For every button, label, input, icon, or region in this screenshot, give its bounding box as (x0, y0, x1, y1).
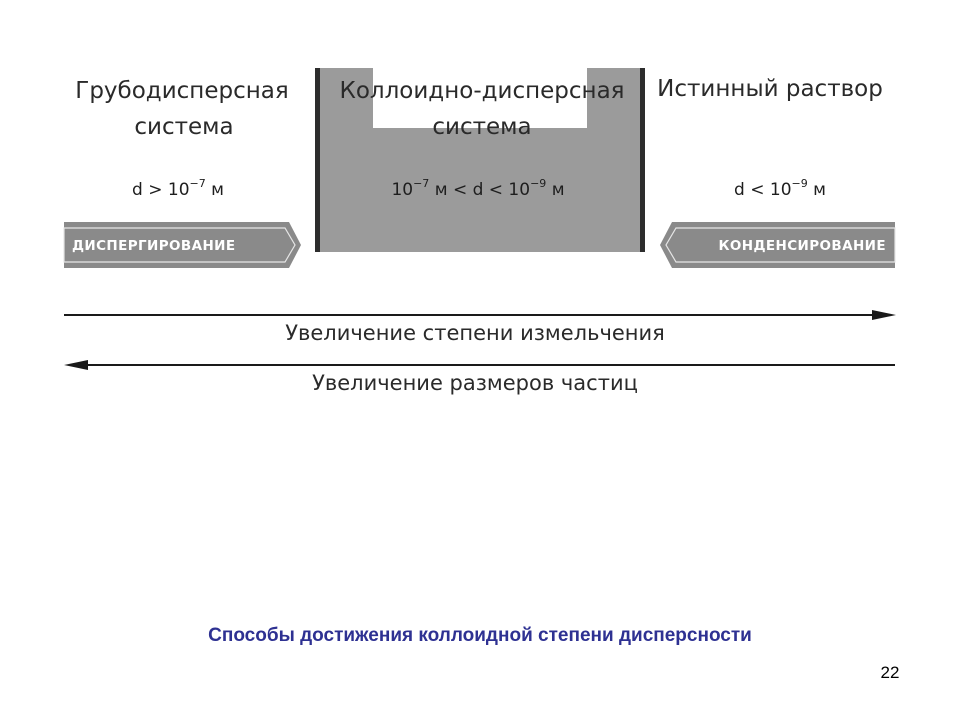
arrow-right-head (872, 310, 896, 320)
dispersion-badge-label: ДИСПЕРГИРОВАНИЕ (72, 238, 236, 254)
coarse-system-label-line2: система (134, 114, 234, 140)
colloidal-system-label-line1: Коллоидно-дисперсная (339, 78, 625, 104)
colloidal-system-label-line2: система (432, 114, 532, 140)
coarse-size-formula: $d > 10^{-7}$ м (132, 177, 224, 200)
colloidal-size-formula: $10^{-7}$ $м < d < 10^{-9}$ м (391, 177, 565, 200)
true-solution-label: Истинный раствор (657, 76, 883, 102)
condensation-badge-label: КОНДЕНСИРОВАНИЕ (718, 238, 886, 254)
arrow-left-head (64, 360, 88, 370)
page-number: 22 (880, 663, 900, 682)
arrow-right-label: Увеличение степени измельчения (285, 321, 665, 345)
colloidal-panel-right-edge (640, 68, 645, 252)
arrow-left-label: Увеличение размеров частиц (312, 371, 638, 395)
slide-caption: Способы достижения коллоидной степени дисперсности (208, 625, 752, 646)
coarse-system-label-line1: Грубодисперсная (75, 78, 289, 104)
colloidal-panel-left-edge (315, 68, 320, 252)
solution-size-formula: $d < 10^{-9}$ м (734, 177, 826, 200)
